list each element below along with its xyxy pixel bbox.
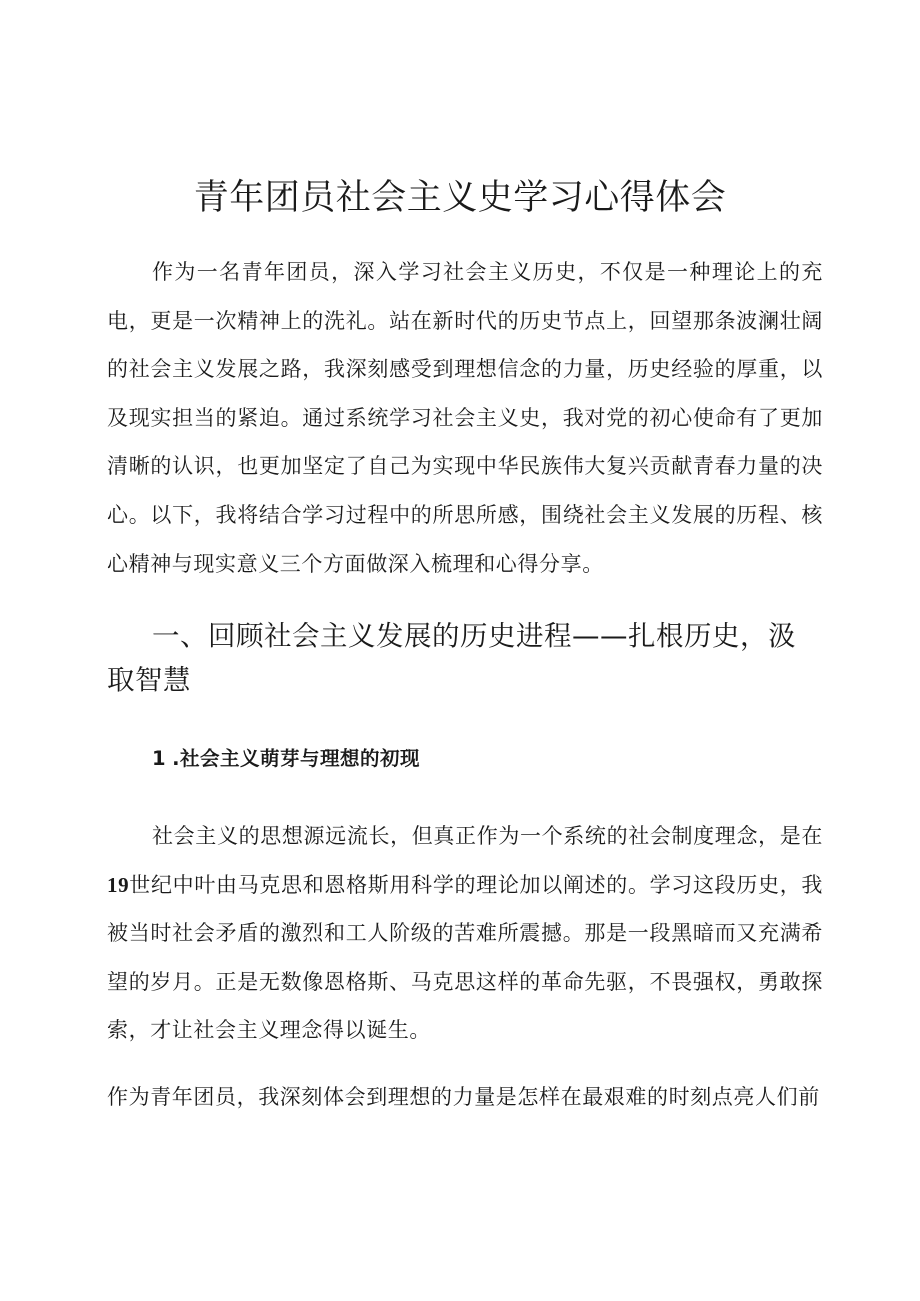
subsection-heading [152,742,420,776]
century-number: 19 [107,872,130,897]
intro-paragraph: 作为一名青年团员，深入学习社会主义历史，不仅是一种理论上的充电，更是一次精神上的洗礼。站在新时代的历史节点上，回望那条波澜壮阔的社会主义发展之路，我深刻感受到理想信念的力量，历史经验的厚重，以及现实担当的紧迫。通过系统学习社会主义史，我对党的初心使命有了更加清晰的认识，也更加坚定了自己为实现中华民族伟大复兴贡献青春力量的决心。以下，我将结合学习过程中的所思所感，围绕社会主义发展的历程、核心精神与现实意义三个方面做深入梳理和心得分享。 [107,260,823,576]
paragraph-rest: 世纪中叶由马克思和恩格斯用科学的理论加以阐述的。学习这段历史，我被当时社会矛盾的激烈和工人阶级的苦难所震撼。那是一段黑暗而又充满希望的岁月。正是无数像恩格斯、马克思这样的革命先驱，不畏强权，勇敢探索，才让社会主义理念得以诞生。 [107,872,823,1043]
section-heading: 一、回顾社会主义发展的历史进程——扎根历史，汲取智慧 [107,620,796,696]
document-title: 青年团员社会主义史学习心得体会 [193,178,727,218]
subsection-title: .社会主义萌芽与理想的初现 [172,747,420,770]
subsection-number: 1 [152,747,167,770]
body-paragraph-continued: 作为青年团员，我深刻体会到理想的力量是怎样在最艰难的时刻点亮人们前 [107,1085,820,1109]
body-paragraph [107,812,823,1055]
paragraph-prefix: 社会主义的思想源远流长，但真正作为一个系统的社会制度理念，是在 [152,824,823,848]
